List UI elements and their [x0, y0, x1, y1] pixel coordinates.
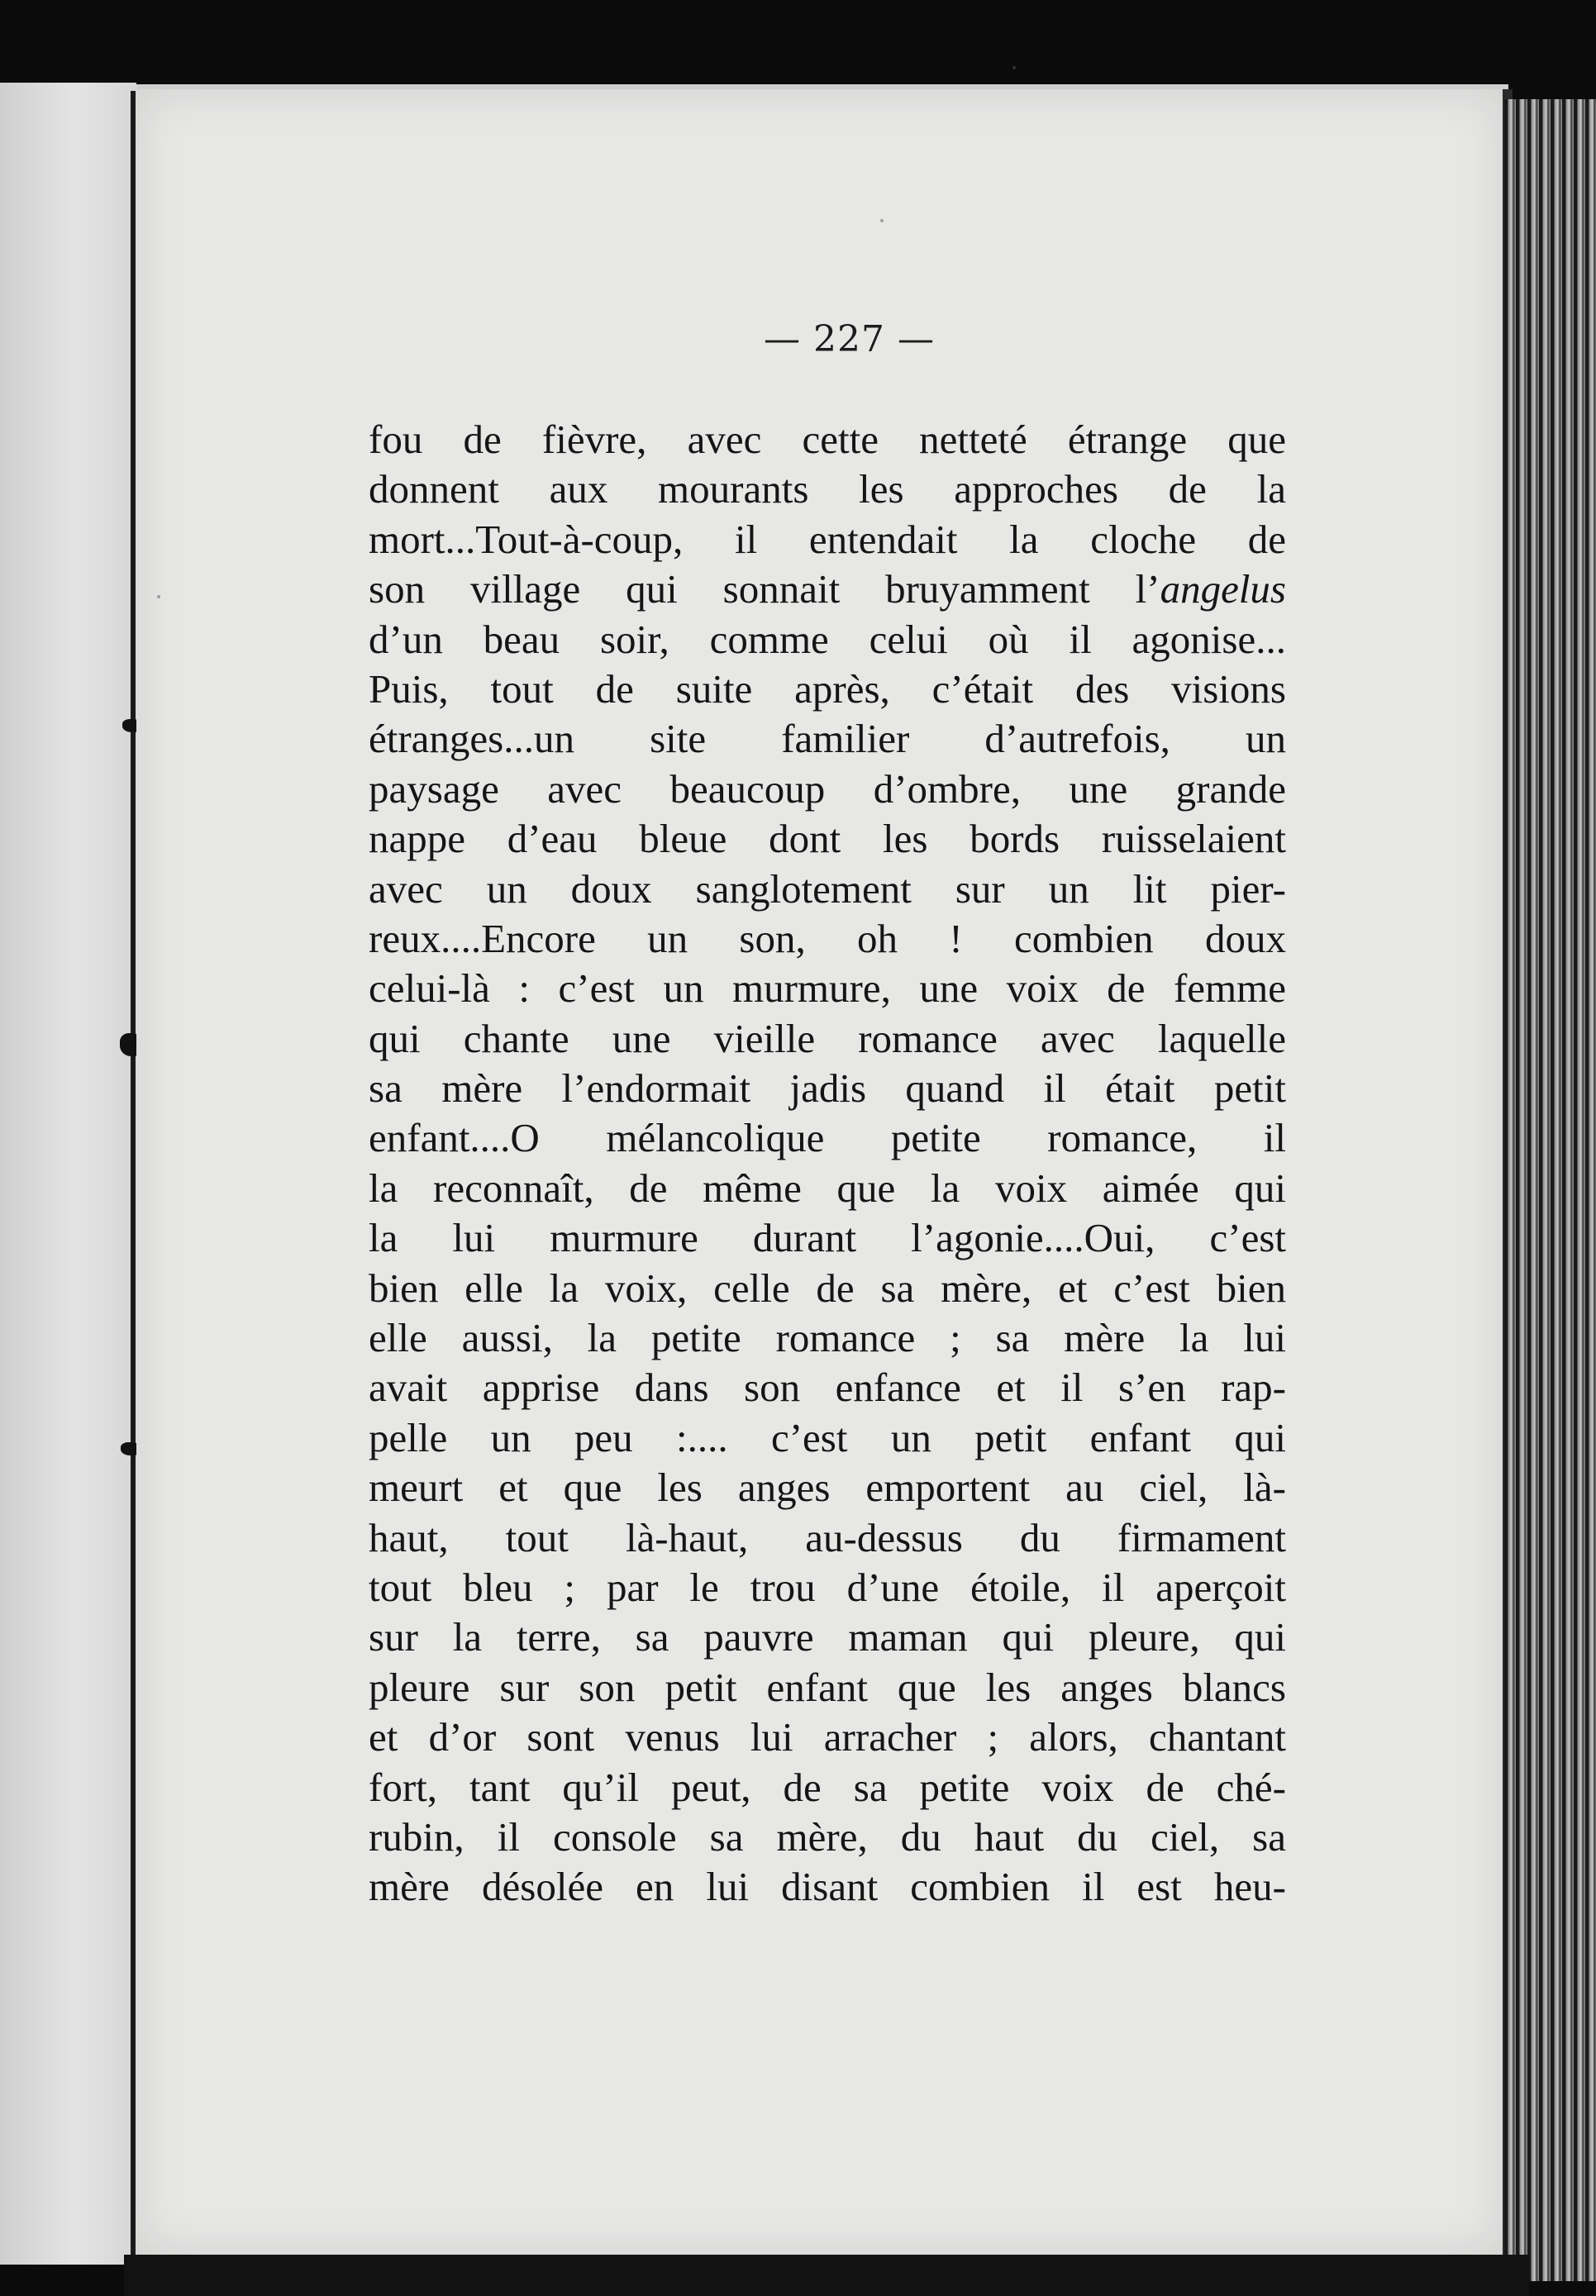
- speck: [880, 219, 884, 222]
- page-bottom-edge: [124, 2255, 1529, 2296]
- text-line: sur la terre, sa pauvre maman qui pleure, qui: [369, 1614, 1286, 1660]
- text-line: reux....Encore un son, oh ! combien doux: [369, 915, 1286, 961]
- text-line: fort, tant qu’il peut, de sa petite voix de ché-: [369, 1764, 1286, 1810]
- text-line: mère désolée en lui disant combien il est heu-: [369, 1864, 1286, 1910]
- text-line: bien elle la voix, celle de sa mère, et c’est bien: [369, 1265, 1286, 1311]
- text-line: enfant....O mélancolique petite romance, il: [369, 1115, 1286, 1161]
- facing-page-edge: [0, 83, 136, 2265]
- text-line: avec un doux sanglotement sur un lit pier-: [369, 865, 1286, 912]
- text-line: mort...Tout-à-coup, il entendait la cloche de: [369, 516, 1286, 562]
- text-line: elle aussi, la petite romance ; sa mère la lui: [369, 1315, 1286, 1361]
- text-line: la lui murmure durant l’agonie....Oui, c’est: [369, 1215, 1286, 1261]
- text-line: donnent aux mourants les approches de la: [369, 466, 1286, 512]
- text-line: étranges...un site familier d’autrefois, un: [369, 716, 1286, 762]
- page-number: [0, 318, 1596, 360]
- text-line-segment: son village qui sonnait bruyamment l’: [369, 566, 1160, 612]
- body-text: [369, 415, 1286, 1913]
- text-line: paysage avec beaucoup d’ombre, une grande: [369, 765, 1286, 812]
- text-line: Puis, tout de suite après, c’était des visions: [369, 665, 1286, 712]
- speck: [157, 595, 160, 598]
- text-line: et d’or sont venus lui arracher ; alors, chantant: [369, 1714, 1286, 1760]
- text-line: rubin, il console sa mère, du haut du ciel, sa: [369, 1813, 1286, 1860]
- text-line: nappe d’eau bleue dont les bords ruisselaient: [369, 816, 1286, 862]
- text-line: haut, tout là-haut, au-dessus du firmament: [369, 1514, 1286, 1560]
- text-line: tout bleu ; par le trou d’une étoile, il aperçoit: [369, 1564, 1286, 1610]
- book-spine: [131, 91, 136, 2256]
- text-line: celui-là : c’est un murmure, une voix de femme: [369, 965, 1286, 1012]
- text-line: la reconnaît, de même que la voix aimée qui: [369, 1165, 1286, 1211]
- italic-word: angelus: [1160, 566, 1286, 612]
- speck: [1012, 66, 1016, 69]
- text-line: sa mère l’endormait jadis quand il était petit: [369, 1065, 1286, 1112]
- text-line: fou de fièvre, avec cette netteté étrange que: [369, 417, 1286, 462]
- page-stack-edge: [1504, 99, 1596, 2281]
- page-number-text: — 227 —: [764, 318, 935, 360]
- text-line: meurt et que les anges emportent au ciel, là-: [369, 1465, 1286, 1511]
- text-line: pleure sur son petit enfant que les anges blancs: [369, 1664, 1286, 1710]
- text-line: pelle un peu :.... c’est un petit enfant qui: [369, 1414, 1286, 1460]
- text-line-with-italic: [369, 564, 1286, 614]
- text-line: avait apprise dans son enfance et il s’en rap-: [369, 1365, 1286, 1411]
- text-line: d’un beau soir, comme celui où il agonise...: [369, 616, 1286, 662]
- text-line: qui chante une vieille romance avec laquelle: [369, 1015, 1286, 1061]
